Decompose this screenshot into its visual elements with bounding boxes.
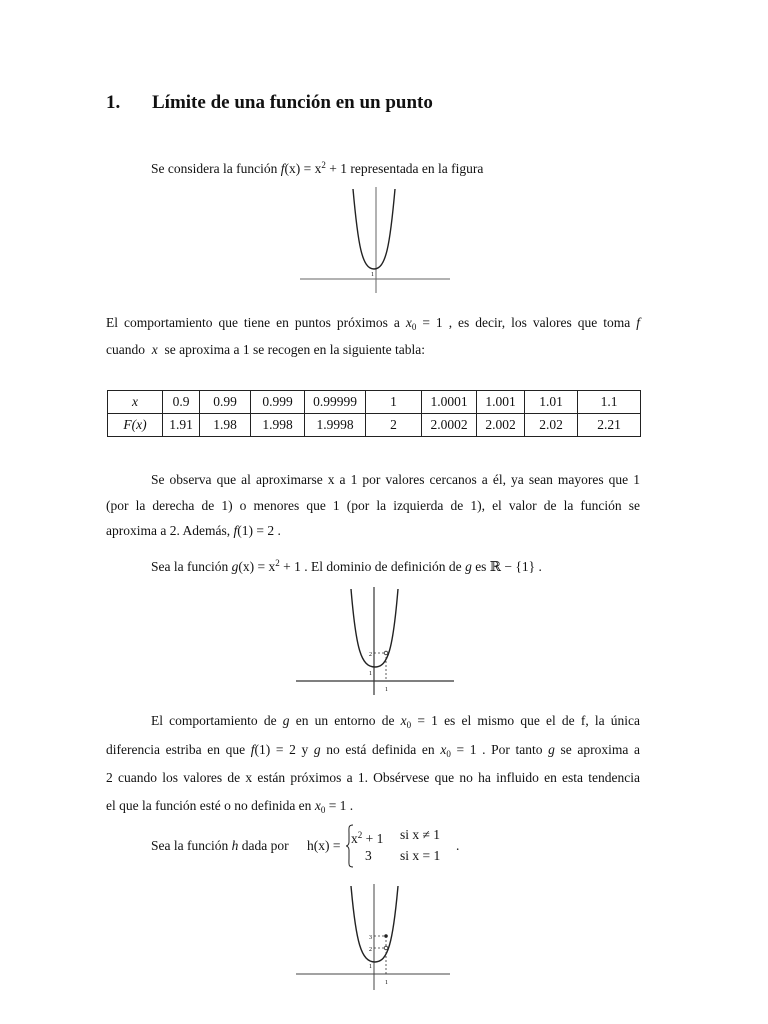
table-cell: 1.98 [200,414,251,437]
p5-l2f: f [250,742,255,757]
p4-plus: + 1 . El dominio de definición de [279,559,462,574]
p5-l1g: g [282,713,290,728]
table-cell: 1.9998 [305,414,366,437]
table-cell: 2.21 [578,414,641,437]
p2-l2b: se aproxima a 1 se recogen en la siguiente tabla: [164,342,426,357]
p5-l2a: diferencia estriba en que [106,742,246,757]
intro-f: f [280,161,285,176]
p6-c1: x [351,831,358,846]
p5-l1val: = 1 [411,713,438,728]
piecewise-case1 [351,826,383,848]
p5-l1x: x [400,713,407,728]
p4-g: g [231,559,239,574]
table-row-x [108,391,641,414]
p6-c1exp: 2 [357,830,363,840]
p5-l2sub: 0 [446,749,451,759]
table-cell: 2 [366,414,422,437]
graph-h [296,882,452,992]
p4-es: es [475,559,487,574]
piecewise-cond2: si x = 1 [400,848,441,863]
graph-h-tick-3: 3 [369,935,372,941]
graph-g [296,585,456,697]
graph-h-tick-1y: 1 [369,964,372,970]
p5-l2b: (1) = 2 y [254,742,309,757]
p5-l2g2: g [548,742,555,757]
table-row-fx [108,414,641,437]
p5-l1b: en un entorno de [295,713,395,728]
table-cell: 0.99 [200,391,251,414]
table-cell: 2.002 [477,414,525,437]
table-cell: 0.9 [163,391,200,414]
values-table [107,390,641,437]
p5-line3: 2 cuando los valores de x están próximos a 1. Obsérvese que no ha influido en esta tendencia [106,770,640,785]
p5-l1c: es el mismo que el de f, la única [444,713,641,728]
graph-h-point [384,934,388,938]
intro-exp: 2 [321,160,326,170]
p5-l2g: g [313,742,321,757]
p5-l4x: x [314,798,321,813]
p4-gbody: (x) = x [238,559,276,574]
graph-f-tick: 1 [371,272,374,278]
p5-l2x: x [440,742,447,757]
p2-line1 [106,314,640,336]
p3-l3b: (1) = 2 . [237,523,281,538]
p6-c1plus: + 1 [362,831,384,846]
section-number: 1. [106,92,121,113]
table-cell: 0.999 [251,391,305,414]
table-cell: 2.02 [525,414,578,437]
p6-b: dada por [241,838,289,853]
section-title: Límite de una función en un punto [152,92,433,113]
graph-g-hole [384,651,388,655]
graph-g-tick-2: 2 [369,652,372,658]
graph-f-curve [353,189,395,269]
p6-intro [151,837,289,855]
p4-dom: ℝ − {1} . [489,559,542,574]
table-cell: 1.998 [251,414,305,437]
table-cell: 1 [366,391,422,414]
table-cell: F(x) [108,414,163,437]
table-cell: 1.01 [525,391,578,414]
table-cell: 1.1 [578,391,641,414]
intro-tail: representada en la figura [350,161,484,176]
intro-plus: + 1 [325,161,347,176]
p5-l4val: = 1 . [325,798,354,813]
p2-l1b: , es decir, los valores que toma [448,315,631,330]
piecewise-dot: . [456,838,460,853]
p4-a: Sea la función [151,559,229,574]
intro-fbody: (x) = x [284,161,322,176]
p2-l2a: cuando [106,342,145,357]
p3-line2: (por la derecha de 1) o menores que 1 (por la izquierda de 1), el valor de la función se [106,498,640,513]
p5-line2 [106,741,640,763]
intro-line [151,156,483,178]
table-cell: 1.91 [163,414,200,437]
graph-h-hole [384,946,388,950]
p2-line2 [106,341,425,359]
p6-hx: h(x) = [307,838,341,853]
p6-h: h [231,838,239,853]
table-cell: x [108,391,163,414]
p2-x0val: = 1 [416,315,443,330]
p5-l2c: no está definida en [326,742,435,757]
graph-g-tick-1y: 1 [369,671,372,677]
p4-exp: 2 [275,558,280,568]
p3-line1: Se observa que al aproximarse x a 1 por valores cercanos a él, ya sean mayores que 1 [151,472,640,487]
p5-l1a: El comportamiento de [151,713,277,728]
table-cell: 0.99999 [305,391,366,414]
p2-l1f: f [636,315,641,330]
table-cell: 1.0001 [422,391,477,414]
p5-line4 [106,797,353,819]
p2-l2x: x [151,342,158,357]
p5-l4a: el que la función esté o no definida en [106,798,312,813]
p5-l1sub: 0 [406,720,412,730]
piecewise-case2: 3 [365,848,372,863]
p2-l1a: El comportamiento que tiene en puntos próximos a [106,315,400,330]
graph-h-tick-1x: 1 [385,980,388,986]
p3-line3 [106,522,281,540]
p4-line [151,554,542,576]
graph-h-tick-2: 2 [369,947,372,953]
p5-l2e: se aproxima a [560,742,641,757]
p3-l3a: aproxima a 2. Además, [106,523,231,538]
p5-line1 [151,712,640,734]
graph-f [300,185,452,295]
table-cell: 1.001 [477,391,525,414]
p5-l4sub: 0 [320,805,326,815]
p4-g2: g [465,559,472,574]
p6-a: Sea la función [151,838,229,853]
p2-x0: x [405,315,412,330]
section-heading [106,92,433,114]
intro-text: Se considera la función [151,161,278,176]
graph-g-tick-1x: 1 [385,687,388,693]
piecewise-cond1: si x ≠ 1 [400,827,441,842]
table-cell: 2.0002 [422,414,477,437]
p5-l2val: = 1 [450,742,477,757]
p5-l2d: . Por tanto [482,742,543,757]
p2-x0sub: 0 [411,322,417,332]
p3-l3f: f [233,523,238,538]
